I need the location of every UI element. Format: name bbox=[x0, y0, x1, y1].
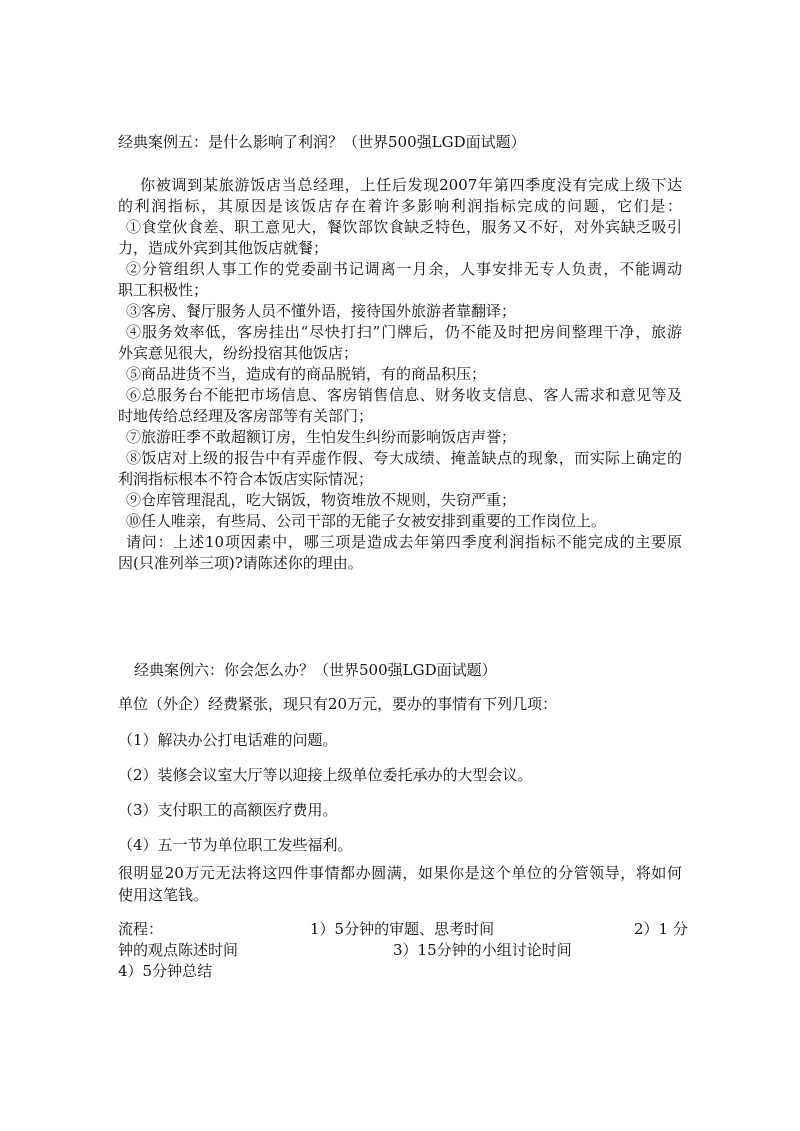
process-step-4: 4）5分钟总结 bbox=[118, 962, 213, 980]
case5-item-9: ⑨仓库管理混乱，吃大锅饭，物资堆放不规则，失窃严重； bbox=[126, 491, 517, 509]
case5-item-8-line1: ⑧饭店对上级的报告中有弄虚作假、夸大成绩、掩盖缺点的现象，而实际上确定的 bbox=[126, 449, 682, 467]
case5-item-4-line1: ④服务效率低，客房挂出“尽快打扫”门牌后，仍不能及时把房间整理干净，旅游 bbox=[126, 323, 682, 341]
case6-item-4: （4）五一节为单位职工发些福利。 bbox=[118, 836, 353, 854]
case5-item-1-line1: ①食堂伙食差、职工意见大，餐饮部饮食缺乏特色，服务又不好，对外宾缺乏吸引 bbox=[126, 218, 682, 236]
case6-question-line1: 很明显20万元无法将这四件事情都办圆满，如果你是这个单位的分管领导，将如何 bbox=[118, 864, 682, 882]
case5-item-3: ③客房、餐厅服务人员不懂外语，接待国外旅游者靠翻译； bbox=[126, 302, 517, 320]
case6-item-2: （2）装修会议室大厅等以迎接上级单位委托承办的大型会议。 bbox=[118, 766, 533, 784]
case5-item-2-line2: 职工积极性； bbox=[118, 281, 209, 299]
process-label: 流程： bbox=[118, 920, 164, 938]
case5-item-5: ⑤商品进货不当，造成有的商品脱销，有的商品积压； bbox=[126, 365, 487, 383]
case5-item-2-line1: ②分管组织人事工作的党委副书记调离一月余，人事安排无专人负责，不能调动 bbox=[126, 260, 682, 278]
case5-item-4-line2: 外宾意见很大，纷纷投宿其他饭店； bbox=[118, 344, 359, 362]
case5-item-8-line2: 利润指标根本不符合本饭店实际情况； bbox=[118, 470, 374, 488]
case5-title: 经典案例五：是什么影响了利润？（世界500强LGD面试题） bbox=[118, 133, 526, 151]
case5-item-1-line2: 力，造成外宾到其他饭店就餐； bbox=[118, 239, 329, 257]
case6-question-line2: 使用这笔钱。 bbox=[118, 886, 209, 904]
case5-item-10: ⑩任人唯亲，有些局、公司干部的无能子女被安排到重要的工作岗位上。 bbox=[126, 512, 607, 530]
case6-intro: 单位（外企）经费紧张，现只有20万元，要办的事情有下列几项： bbox=[118, 695, 558, 713]
case6-item-1: （1）解决办公打电话难的问题。 bbox=[118, 731, 338, 749]
process-step-1: 1）5分钟的审题、思考时间 bbox=[310, 920, 495, 938]
process-step-2-part2: 钟的观点陈述时间 bbox=[118, 941, 239, 959]
case6-title: 经典案例六：你会怎么办？（世界500强LGD面试题） bbox=[134, 661, 497, 679]
case5-item-6-line2: 时地传给总经理及客房部等有关部门； bbox=[118, 407, 374, 425]
case5-question-line1: 请问：上述10项因素中，哪三项是造成去年第四季度利润指标不能完成的主要原 bbox=[126, 533, 682, 551]
case5-item-7: ⑦旅游旺季不敢超额订房，生怕发生纠纷而影响饭店声誉； bbox=[126, 428, 517, 446]
process-step-2-part1: 2）1 分 bbox=[634, 920, 688, 938]
process-step-3: 3）15分钟的小组讨论时间 bbox=[393, 941, 572, 959]
case5-intro-line2: 的利润指标，其原因是该饭店存在着许多影响利润指标完成的问题，它们是： bbox=[118, 197, 682, 215]
case5-item-6-line1: ⑥总服务台不能把市场信息、客房销售信息、财务收支信息、客人需求和意见等及 bbox=[126, 386, 682, 404]
case5-question-line2: 因(只准列举三项)?请陈述你的理由。 bbox=[118, 554, 363, 572]
case5-intro-line1: 你被调到某旅游饭店当总经理，上任后发现2007年第四季度没有完成上级下达 bbox=[140, 176, 682, 194]
case6-item-3: （3）支付职工的高额医疗费用。 bbox=[118, 801, 338, 819]
